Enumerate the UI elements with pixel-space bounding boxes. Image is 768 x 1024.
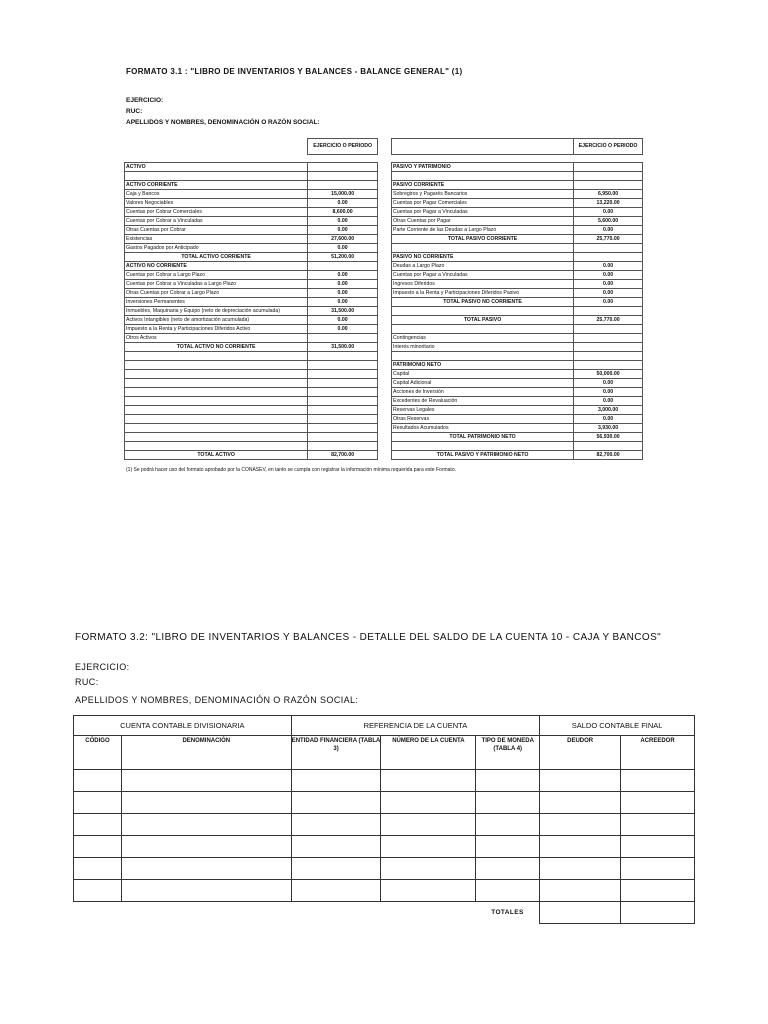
pasivo-balance-row bbox=[392, 190, 643, 199]
pasivo-row-label: Contingencias bbox=[392, 334, 574, 343]
pasivo-row-value bbox=[574, 343, 643, 352]
pasivo-row-value: 0.00 bbox=[574, 226, 643, 235]
pasivo-row-label: Capital bbox=[392, 370, 574, 379]
pasivo-row-value: 6,950.00 bbox=[574, 190, 643, 199]
activo-balance-row bbox=[125, 379, 378, 388]
formato31-razon-label: APELLIDOS Y NOMBRES, DENOMINACIÓN O RAZÓN SOCIAL: bbox=[126, 119, 320, 126]
pasivo-balance-row bbox=[392, 181, 643, 190]
pasivo-row-value bbox=[574, 325, 643, 334]
activo-balance-row bbox=[125, 298, 378, 307]
pasivo-balance-row bbox=[392, 235, 643, 244]
pasivo-row-value: 0.00 bbox=[574, 289, 643, 298]
activo-row-value: 82,700.00 bbox=[308, 451, 378, 460]
activo-row-label: Otras Cuentas por Cobrar bbox=[125, 226, 308, 235]
activo-row-value bbox=[308, 442, 378, 451]
activo-balance-row bbox=[125, 280, 378, 289]
acreedor-header: ACREEDOR bbox=[621, 736, 695, 770]
activo-balance-row bbox=[125, 361, 378, 370]
pasivo-row-label bbox=[392, 352, 574, 361]
pasivo-balance-row bbox=[392, 334, 643, 343]
pasivo-balance-row bbox=[392, 370, 643, 379]
activo-row-label: Inmuebles, Maquinaria y Equipo (neto de depreciación acumulada) bbox=[125, 307, 308, 316]
activo-row-label bbox=[125, 406, 308, 415]
pasivo-row-label bbox=[392, 442, 574, 451]
pasivo-row-value: 0.00 bbox=[574, 388, 643, 397]
activo-balance-row bbox=[125, 334, 378, 343]
activo-row-value bbox=[308, 181, 378, 190]
cuenta-contable-header: CUENTA CONTABLE DIVISIONARIA bbox=[74, 716, 292, 736]
activo-row-label bbox=[125, 424, 308, 433]
pasivo-row-value bbox=[574, 334, 643, 343]
activo-row-value bbox=[308, 361, 378, 370]
pasivo-balance-row bbox=[392, 424, 643, 433]
deudor-header: DEUDOR bbox=[540, 736, 621, 770]
pasivo-balance-row bbox=[392, 298, 643, 307]
activo-balance-row bbox=[125, 325, 378, 334]
activo-row-label: Cuentas por Cobrar a Vinculadas a Largo Plazo bbox=[125, 280, 308, 289]
activo-balance-row bbox=[125, 235, 378, 244]
pasivo-balance-row bbox=[392, 361, 643, 370]
pasivo-row-label: Resultados Acumulados bbox=[392, 424, 574, 433]
activo-row-value: 0.00 bbox=[308, 289, 378, 298]
pasivo-balance-row bbox=[392, 388, 643, 397]
table-row bbox=[74, 770, 695, 792]
activo-row-value bbox=[308, 397, 378, 406]
activo-row-label: Caja y Bancos bbox=[125, 190, 308, 199]
pasivo-balance-row bbox=[392, 226, 643, 235]
pasivo-row-label: Cuentas por Pagar Comerciales bbox=[392, 199, 574, 208]
activo-row-label: TOTAL ACTIVO CORRIENTE bbox=[125, 253, 308, 262]
activo-balance-row bbox=[125, 262, 378, 271]
pasivo-row-label bbox=[392, 325, 574, 334]
activo-balance-row bbox=[125, 397, 378, 406]
table-row bbox=[74, 792, 695, 814]
pasivo-balance-row bbox=[392, 163, 643, 172]
pasivo-balance-row bbox=[392, 325, 643, 334]
pasivo-row-value: 0.00 bbox=[574, 397, 643, 406]
activo-balance-row bbox=[125, 226, 378, 235]
activo-row-value: 0.00 bbox=[308, 199, 378, 208]
pasivo-row-value: 5,600.00 bbox=[574, 217, 643, 226]
pasivo-row-value: 0.00 bbox=[574, 298, 643, 307]
entidad-header: ENTIDAD FINANCIERA (TABLA 3) bbox=[291, 736, 381, 770]
pasivo-row-value: 82,700.00 bbox=[574, 451, 643, 460]
denominacion-header: DENOMINACIÓN bbox=[121, 736, 291, 770]
activo-row-value: 0.00 bbox=[308, 244, 378, 253]
pasivo-balance-row bbox=[392, 271, 643, 280]
pasivo-balance-row bbox=[392, 307, 643, 316]
activo-row-label: Otros Activos bbox=[125, 334, 308, 343]
pasivo-row-label: PASIVO Y PATRIMONIO bbox=[392, 163, 574, 172]
pasivo-balance-row bbox=[392, 343, 643, 352]
pasivo-balance-row bbox=[392, 442, 643, 451]
activo-row-label: Existencias bbox=[125, 235, 308, 244]
pasivo-row-label: Parte Corriente de las Deudas a Largo Plazo bbox=[392, 226, 574, 235]
activo-balance-row bbox=[125, 442, 378, 451]
pasivo-row-value bbox=[574, 361, 643, 370]
pasivo-row-label bbox=[392, 172, 574, 181]
activo-row-label: Cuentas por Cobrar Comerciales bbox=[125, 208, 308, 217]
pasivo-row-label: Otras Reservas bbox=[392, 415, 574, 424]
activo-row-value bbox=[308, 370, 378, 379]
pasivo-period-header: EJERCICIO O PERIODO bbox=[574, 139, 643, 155]
pasivo-balance-row bbox=[392, 253, 643, 262]
activo-row-label bbox=[125, 442, 308, 451]
activo-row-label: Inversiones Permanentes bbox=[125, 298, 308, 307]
activo-balance-row bbox=[125, 217, 378, 226]
activo-row-value: 0.00 bbox=[308, 325, 378, 334]
pasivo-balance-row bbox=[392, 280, 643, 289]
activo-balance-row bbox=[125, 352, 378, 361]
totales-label: TOTALES bbox=[491, 909, 524, 917]
activo-balance-row bbox=[125, 289, 378, 298]
activo-row-label: Cuentas por Cobrar a Largo Plazo bbox=[125, 271, 308, 280]
pasivo-row-value: 50,000.00 bbox=[574, 370, 643, 379]
pasivo-balance-row bbox=[392, 352, 643, 361]
activo-row-label: ACTIVO bbox=[125, 163, 308, 172]
pasivo-balance-row bbox=[392, 406, 643, 415]
activo-balance-row bbox=[125, 244, 378, 253]
pasivo-balance-row bbox=[392, 433, 643, 442]
activo-balance-row bbox=[125, 253, 378, 262]
activo-row-value: 0.00 bbox=[308, 298, 378, 307]
pasivo-balance-row bbox=[392, 172, 643, 181]
pasivo-row-value bbox=[574, 172, 643, 181]
activo-balance-row bbox=[125, 406, 378, 415]
activo-row-label: Gastos Pagados por Anticipado bbox=[125, 244, 308, 253]
formato31-note: (1) Se podrá hacer uso del formato aprobado por la CONASEV, en tanto se cumpla con registrar la información mínima requerida para este Formato. bbox=[126, 467, 456, 473]
pasivo-row-value: 3,930.00 bbox=[574, 424, 643, 433]
activo-row-label: TOTAL ACTIVO bbox=[125, 451, 308, 460]
activo-balance-row bbox=[125, 271, 378, 280]
activo-period-header: EJERCICIO O PERIODO bbox=[308, 139, 378, 155]
activo-balance-row bbox=[125, 208, 378, 217]
activo-table bbox=[124, 138, 378, 460]
activo-row-label bbox=[125, 397, 308, 406]
activo-balance-row bbox=[125, 343, 378, 352]
activo-balance-row bbox=[125, 370, 378, 379]
table-row bbox=[74, 836, 695, 858]
activo-row-label bbox=[125, 370, 308, 379]
totales-row bbox=[74, 902, 695, 924]
activo-balance-row bbox=[125, 172, 378, 181]
table-row bbox=[74, 880, 695, 902]
activo-balance-row bbox=[125, 181, 378, 190]
pasivo-row-value bbox=[574, 253, 643, 262]
pasivo-balance-row bbox=[392, 217, 643, 226]
pasivo-row-value: 0.00 bbox=[574, 208, 643, 217]
pasivo-row-label: Ingresos Diferidos bbox=[392, 280, 574, 289]
formato32-razon-label: APELLIDOS Y NOMBRES, DENOMINACIÓN O RAZÓN SOCIAL: bbox=[75, 695, 359, 705]
activo-row-value bbox=[308, 163, 378, 172]
pasivo-balance-row bbox=[392, 379, 643, 388]
activo-row-value: 15,000.00 bbox=[308, 190, 378, 199]
pasivo-row-value: 56,930.00 bbox=[574, 433, 643, 442]
pasivo-balance-row bbox=[392, 451, 643, 460]
pasivo-row-value: 0.00 bbox=[574, 415, 643, 424]
activo-balance-row bbox=[125, 451, 378, 460]
activo-row-label: Otras Cuentas por Cobrar a Largo Plazo bbox=[125, 289, 308, 298]
pasivo-row-value bbox=[574, 163, 643, 172]
table-row bbox=[74, 814, 695, 836]
activo-row-value: 51,200.00 bbox=[308, 253, 378, 262]
activo-balance-row bbox=[125, 316, 378, 325]
activo-row-label bbox=[125, 352, 308, 361]
pasivo-row-label: Acciones de Inversión bbox=[392, 388, 574, 397]
activo-row-label: ACTIVO NO CORRIENTE bbox=[125, 262, 308, 271]
activo-row-value bbox=[308, 415, 378, 424]
activo-row-value bbox=[308, 334, 378, 343]
saldo-contable-header: SALDO CONTABLE FINAL bbox=[540, 716, 695, 736]
pasivo-row-value bbox=[574, 442, 643, 451]
pasivo-row-value bbox=[574, 181, 643, 190]
activo-row-label: Impuesto a la Renta y Participaciones Diferidos Activo bbox=[125, 325, 308, 334]
formato31-ruc-label: RUC: bbox=[126, 108, 143, 115]
pasivo-row-label: TOTAL PASIVO bbox=[392, 316, 574, 325]
activo-row-value bbox=[308, 172, 378, 181]
pasivo-balance-row bbox=[392, 415, 643, 424]
activo-row-value: 0.00 bbox=[308, 226, 378, 235]
activo-row-value bbox=[308, 352, 378, 361]
activo-balance-row bbox=[125, 424, 378, 433]
pasivo-row-label: Deudas a Largo Plazo bbox=[392, 262, 574, 271]
activo-balance-row bbox=[125, 199, 378, 208]
activo-row-value: 0.00 bbox=[308, 271, 378, 280]
pasivo-row-label: Interés minoritario bbox=[392, 343, 574, 352]
activo-row-value bbox=[308, 406, 378, 415]
activo-row-label bbox=[125, 172, 308, 181]
pasivo-row-label: Reservas Legales bbox=[392, 406, 574, 415]
pasivo-row-value bbox=[574, 244, 643, 253]
pasivo-row-label: Impuesto a la Renta y Participaciones Diferidos Pasivo bbox=[392, 289, 574, 298]
pasivo-row-label: PASIVO NO CORRIENTE bbox=[392, 253, 574, 262]
activo-row-value: 27,600.00 bbox=[308, 235, 378, 244]
pasivo-row-label: TOTAL PATRIMONIO NETO bbox=[392, 433, 574, 442]
activo-row-value: 0.00 bbox=[308, 217, 378, 226]
pasivo-row-value: 25,770.00 bbox=[574, 316, 643, 325]
activo-balance-row bbox=[125, 388, 378, 397]
activo-row-value: 8,600.00 bbox=[308, 208, 378, 217]
pasivo-row-label: PASIVO CORRIENTE bbox=[392, 181, 574, 190]
formato31-ejercicio-label: EJERCICIO: bbox=[126, 97, 164, 104]
pasivo-row-value: 13,220.00 bbox=[574, 199, 643, 208]
activo-row-label bbox=[125, 433, 308, 442]
pasivo-row-label: Cuentas por Pagar a Vinculadas bbox=[392, 208, 574, 217]
pasivo-row-label bbox=[392, 244, 574, 253]
pasivo-row-value bbox=[574, 307, 643, 316]
pasivo-row-value: 25,770.00 bbox=[574, 235, 643, 244]
activo-row-label: Cuentas por Cobrar a Vinculadas bbox=[125, 217, 308, 226]
activo-row-value: 0.00 bbox=[308, 316, 378, 325]
pasivo-row-label: TOTAL PASIVO Y PATRIMONIO NETO bbox=[392, 451, 574, 460]
activo-balance-row bbox=[125, 433, 378, 442]
activo-row-label: Activos Intangibles (neto de amortización acumulada) bbox=[125, 316, 308, 325]
pasivo-balance-row bbox=[392, 316, 643, 325]
activo-row-label: TOTAL ACTIVO NO CORRIENTE bbox=[125, 343, 308, 352]
pasivo-balance-row bbox=[392, 244, 643, 253]
pasivo-row-label: Cuentas por Pagar a Vinculadas bbox=[392, 271, 574, 280]
pasivo-balance-row bbox=[392, 208, 643, 217]
pasivo-row-value: 0.00 bbox=[574, 262, 643, 271]
activo-balance-row bbox=[125, 190, 378, 199]
pasivo-balance-row bbox=[392, 397, 643, 406]
pasivo-row-value bbox=[574, 352, 643, 361]
pasivo-row-label: Capital Adicional bbox=[392, 379, 574, 388]
pasivo-table bbox=[391, 138, 643, 460]
activo-row-value bbox=[308, 433, 378, 442]
pasivo-row-label: Otras Cuentas por Pagar bbox=[392, 217, 574, 226]
formato32-title: FORMATO 3.2: "LIBRO DE INVENTARIOS Y BALANCES - DETALLE DEL SALDO DE LA CUENTA 10 - CAJA Y BANCOS" bbox=[75, 632, 662, 643]
activo-row-label: Valores Negociables bbox=[125, 199, 308, 208]
pasivo-row-value: 0.00 bbox=[574, 379, 643, 388]
activo-row-label bbox=[125, 379, 308, 388]
activo-row-label: ACTIVO CORRIENTE bbox=[125, 181, 308, 190]
pasivo-row-value: 3,000.00 bbox=[574, 406, 643, 415]
tipo-moneda-header: TIPO DE MONEDA (TABLA 4) bbox=[476, 736, 540, 770]
activo-row-value bbox=[308, 388, 378, 397]
referencia-cuenta-header: REFERENCIA DE LA CUENTA bbox=[291, 716, 540, 736]
activo-row-value bbox=[308, 424, 378, 433]
activo-row-label bbox=[125, 388, 308, 397]
codigo-header: CÓDIGO bbox=[74, 736, 122, 770]
activo-row-label bbox=[125, 361, 308, 370]
pasivo-row-label: Sobregiros y Pagarés Bancarios bbox=[392, 190, 574, 199]
formato32-ejercicio-label: EJERCICIO: bbox=[75, 662, 130, 672]
formato31-title: FORMATO 3.1 : "LIBRO DE INVENTARIOS Y BALANCES - BALANCE GENERAL" (1) bbox=[126, 67, 463, 76]
pasivo-row-value: 0.00 bbox=[574, 280, 643, 289]
pasivo-balance-row bbox=[392, 262, 643, 271]
activo-row-value: 31,500.00 bbox=[308, 307, 378, 316]
activo-row-value bbox=[308, 262, 378, 271]
pasivo-row-value: 0.00 bbox=[574, 271, 643, 280]
pasivo-balance-row bbox=[392, 199, 643, 208]
formato32-ruc-label: RUC: bbox=[75, 677, 99, 687]
pasivo-balance-row bbox=[392, 289, 643, 298]
pasivo-row-label: PATRIMONIO NETO bbox=[392, 361, 574, 370]
total-acreedor-cell bbox=[621, 902, 695, 924]
pasivo-row-label bbox=[392, 307, 574, 316]
activo-balance-row bbox=[125, 163, 378, 172]
pasivo-row-label: Excedentes de Revaluación bbox=[392, 397, 574, 406]
activo-row-value: 31,500.00 bbox=[308, 343, 378, 352]
table-row bbox=[74, 858, 695, 880]
activo-row-label bbox=[125, 415, 308, 424]
activo-balance-row bbox=[125, 307, 378, 316]
caja-bancos-detail-table bbox=[73, 715, 695, 924]
activo-row-value bbox=[308, 379, 378, 388]
numero-cuenta-header: NÚMERO DE LA CUENTA bbox=[381, 736, 476, 770]
activo-balance-row bbox=[125, 415, 378, 424]
pasivo-row-label: TOTAL PASIVO CORRIENTE bbox=[392, 235, 574, 244]
activo-row-value: 0.00 bbox=[308, 280, 378, 289]
total-deudor-cell bbox=[540, 902, 621, 924]
pasivo-row-label: TOTAL PASIVO NO CORRIENTE bbox=[392, 298, 574, 307]
